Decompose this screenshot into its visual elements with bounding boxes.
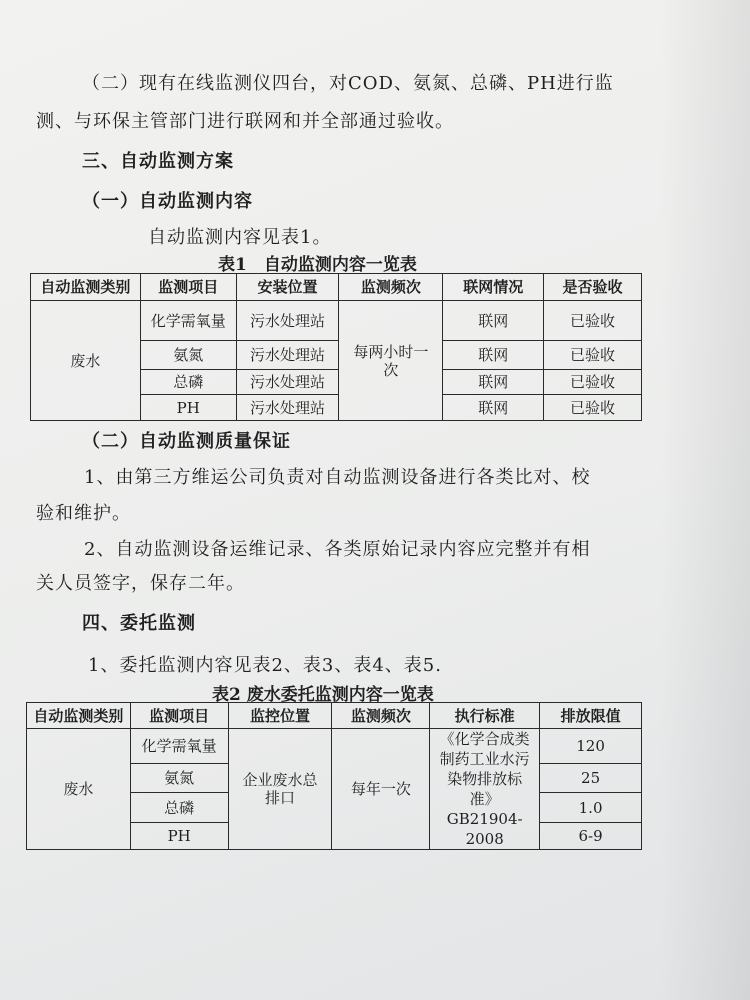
- table-header-row: [31, 274, 642, 301]
- table-header-cell: 监测项目: [140, 274, 236, 301]
- item-cell: 化学需氧量: [130, 729, 228, 764]
- table-header-row: [27, 703, 642, 729]
- subsection-heading-3-1: （一）自动监测内容: [82, 191, 253, 212]
- table-row: [27, 729, 642, 764]
- location-cell: 污水处理站: [236, 341, 339, 370]
- subsection-heading-3-2: （二）自动监测质量保证: [82, 431, 291, 452]
- accepted-cell: 已验收: [544, 301, 642, 341]
- page-shadow: [660, 0, 750, 1000]
- table-header-cell: 是否验收: [544, 274, 642, 301]
- table-header-cell: 监测频次: [332, 703, 430, 729]
- table2-caption: 表2 废水委托监测内容一览表: [212, 685, 434, 705]
- paragraph-see-table1: 自动监测内容见表1。: [148, 227, 332, 248]
- section-heading-3: 三、自动监测方案: [82, 151, 234, 172]
- item-cell: 氨氮: [130, 763, 228, 792]
- item-cell: PH: [130, 822, 228, 849]
- paragraph-qa2-line2: 关人员签字，保存二年。: [36, 573, 245, 594]
- item-cell: 总磷: [130, 793, 228, 822]
- item-cell: PH: [140, 395, 236, 421]
- category-cell: 废水: [31, 301, 141, 421]
- limit-cell: 25: [540, 763, 642, 792]
- section-heading-4: 四、委托监测: [82, 613, 196, 634]
- table-header-cell: 排放限值: [540, 703, 642, 729]
- limit-cell: 1.0: [540, 793, 642, 822]
- table-header-cell: 安装位置: [236, 274, 339, 301]
- location-cell: 污水处理站: [236, 395, 339, 421]
- paragraph-online-monitors-line1: （二）现有在线监测仪四台，对COD、氨氮、总磷、PH进行监: [82, 73, 614, 94]
- frequency-cell: 每年一次: [332, 729, 430, 850]
- table-header-cell: 监测频次: [339, 274, 443, 301]
- frequency-cell: 每两小时一次: [339, 301, 443, 421]
- table-header-cell: 监控位置: [228, 703, 332, 729]
- category-cell: 废水: [27, 729, 131, 850]
- network-cell: 联网: [443, 301, 544, 341]
- table1-caption: 表1 自动监测内容一览表: [218, 255, 417, 275]
- limit-cell: 120: [540, 729, 642, 764]
- table-header-cell: 执行标准: [430, 703, 540, 729]
- table1-auto-monitoring: [30, 273, 642, 421]
- table2-entrusted-monitoring: [26, 702, 642, 850]
- table-header-cell: 监测项目: [130, 703, 228, 729]
- table-header-cell: 自动监测类别: [27, 703, 131, 729]
- paragraph-qa1-line2: 验和维护。: [36, 503, 131, 524]
- network-cell: 联网: [443, 341, 544, 370]
- standard-cell: 《化学合成类制药工业水污染物排放标准》GB21904-2008: [430, 729, 540, 850]
- accepted-cell: 已验收: [544, 341, 642, 370]
- item-cell: 总磷: [140, 370, 236, 395]
- network-cell: 联网: [443, 395, 544, 421]
- paragraph-online-monitors-line2: 测、与环保主管部门进行联网和并全部通过验收。: [36, 111, 454, 132]
- limit-cell: 6-9: [540, 822, 642, 849]
- network-cell: 联网: [443, 370, 544, 395]
- accepted-cell: 已验收: [544, 395, 642, 421]
- table-header-cell: 联网情况: [443, 274, 544, 301]
- location-cell: 污水处理站: [236, 370, 339, 395]
- paragraph-qa1-line1: 1、由第三方维运公司负责对自动监测设备进行各类比对、校: [84, 467, 591, 488]
- table-header-cell: 自动监测类别: [31, 274, 141, 301]
- location-cell: 污水处理站: [236, 301, 339, 341]
- paragraph-qa2-line1: 2、自动监测设备运维记录、各类原始记录内容应完整并有相: [84, 539, 591, 560]
- paragraph-see-tables: 1、委托监测内容见表2、表3、表4、表5.: [88, 655, 442, 676]
- item-cell: 化学需氧量: [140, 301, 236, 341]
- accepted-cell: 已验收: [544, 370, 642, 395]
- table-row: [31, 301, 642, 341]
- item-cell: 氨氮: [140, 341, 236, 370]
- location-cell: 企业废水总排口: [228, 729, 332, 850]
